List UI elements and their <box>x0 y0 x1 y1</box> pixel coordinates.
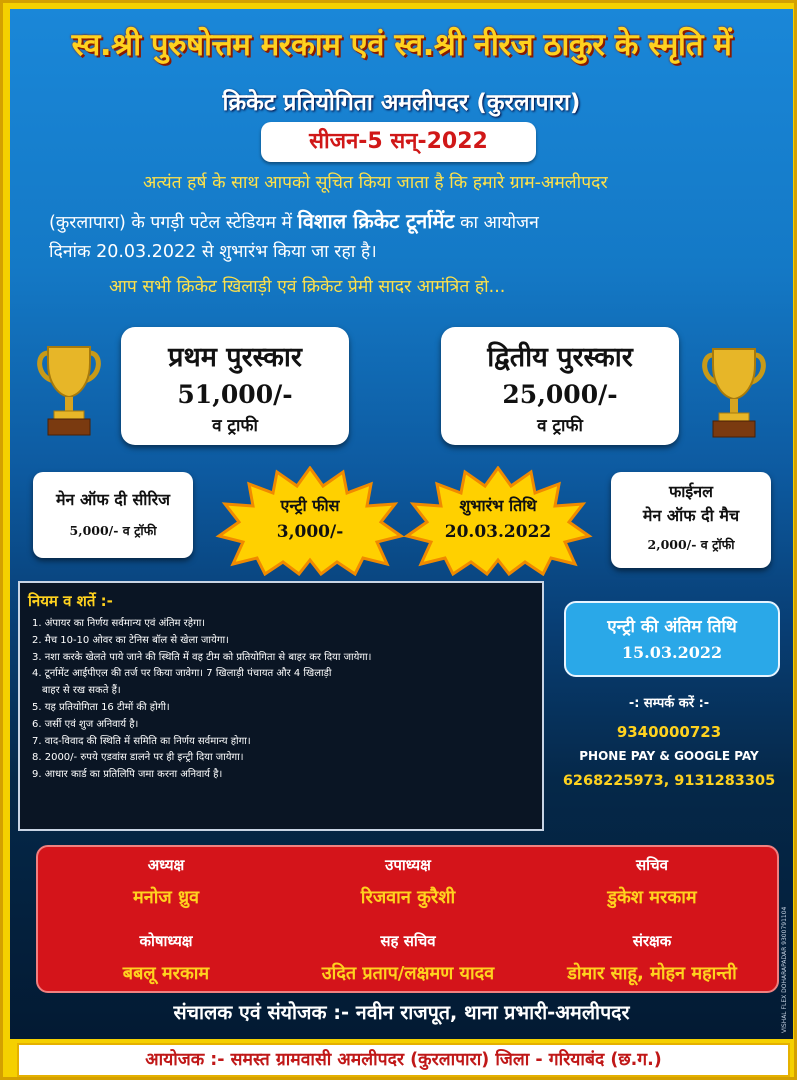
rule-item: 9. आधार कार्ड का प्रतिलिपि जमा करना अनिवार्य है। <box>32 769 223 781</box>
intro-line-3: दिनांक 20.03.2022 से शुभारंभ किया जा रहा है। <box>49 242 377 262</box>
rule-item: 3. नशा करके खेलते पाये जाने की स्थिति में वह टीम को प्रतियोगिता से बाहर कर दिया जायेगा। <box>32 651 372 663</box>
rule-item: 2. मैच 10-10 ओवर का टेनिस बॉल से खेला जायेगा। <box>32 634 229 646</box>
second-prize-title: द्वितीय पुरस्कार <box>487 342 633 373</box>
start-date-value: 20.03.2022 <box>444 522 552 542</box>
member-name: डुकेश मरकाम <box>607 887 697 908</box>
entry-fee-title: एन्ट्री फीस <box>280 496 340 515</box>
member-name: डोमार साहू, मोहन महान्ती <box>567 963 737 984</box>
man-of-match-title <box>611 480 771 528</box>
burst-icon <box>215 466 405 576</box>
man-of-match-title-line1: फाईनल <box>668 482 714 501</box>
burst-icon <box>403 466 593 576</box>
intro-line-1: अत्यंत हर्ष के साथ आपको सूचित किया जाता है कि हमारे ग्राम-अमलीपदर <box>143 173 608 193</box>
intro-highlight: विशाल क्रिकेट टूर्नामेंट <box>297 209 455 233</box>
man-of-series-title: मेन ऑफ दी सीरिज <box>55 490 171 509</box>
second-prize-amount: 25,000/- <box>502 380 618 409</box>
man-of-match-title-line2: मेन ऑफ दी मैच <box>642 506 740 525</box>
contact-title: -: सम्पर्क करें :- <box>628 696 710 711</box>
member-role: संरक्षक <box>632 932 672 950</box>
season-badge: सीजन-5 सन्-2022 <box>261 122 536 162</box>
committee-member <box>288 931 528 985</box>
rule-item: बाहर से रख सकते हैं। <box>42 685 121 697</box>
rule-item: 8. 2000/- रुपये एडवांस डालने पर ही इन्ट्री दिया जायेगा। <box>32 752 244 764</box>
entry-deadline-box <box>564 601 780 677</box>
footer-banner: आयोजक :- समस्त ग्रामवासी अमलीपदर (कुरलापारा) जिला - गरियाबंद (छ.ग.) <box>17 1043 790 1077</box>
second-prize-extra: व ट्राफी <box>537 416 583 436</box>
trophy-icon <box>34 341 104 441</box>
rule-item: 5. यह प्रतियोगिता 16 टीमों की होगी। <box>32 701 170 713</box>
intro-line-2 <box>49 207 539 234</box>
intro-line-2-pre: (कुरलापारा) के पगड़ी पटेल स्टेडियम में <box>49 213 298 233</box>
contact-phone-2: 6268225973, 9131283305 <box>562 773 776 789</box>
rules-title: नियम व शर्ते :- <box>28 592 113 610</box>
start-date-burst <box>403 466 593 576</box>
committee-member <box>46 931 286 985</box>
man-of-series-value: 5,000/- व ट्रॉफी <box>69 523 157 538</box>
payment-methods: PHONE PAY & GOOGLE PAY <box>579 749 759 763</box>
first-prize-card <box>121 327 349 445</box>
intro-line-2-post: का आयोजन <box>454 213 539 233</box>
intro-line-4: आप सभी क्रिकेट खिलाड़ी एवं क्रिकेट प्रेमी सादर आमंत्रित हो... <box>109 277 506 297</box>
member-role: सचिव <box>636 856 668 874</box>
entry-fee-value: 3,000/- <box>276 522 344 542</box>
member-role: अध्यक्ष <box>147 856 185 874</box>
contact-block <box>549 693 789 789</box>
trophy-icon <box>699 343 769 443</box>
man-of-match-value: 2,000/- व ट्रॉफी <box>647 537 735 552</box>
man-of-match-card <box>611 472 771 568</box>
member-name: रिजवान कुरैशी <box>360 887 456 908</box>
member-name: बबलू मरकाम <box>122 963 210 984</box>
deadline-label: एन्ट्री की अंतिम तिथि <box>607 617 737 637</box>
deadline-date: 15.03.2022 <box>621 643 723 662</box>
member-role: कोषाध्यक्ष <box>139 932 193 950</box>
memorial-title: स्व.श्री पुरुषोत्तम मरकाम एवं स्व.श्री नीरज ठाकुर के स्मृति में <box>71 27 732 63</box>
committee-box <box>36 845 779 993</box>
organizer-line: संचालक एवं संयोजक :- नवीन राजपूत, थाना प्रभारी-अमलीपदर <box>173 1001 630 1024</box>
start-date-title: शुभारंभ तिथि <box>459 496 537 515</box>
man-of-series-card <box>33 472 193 558</box>
first-prize-amount: 51,000/- <box>177 380 293 409</box>
rule-item: 6. जर्सी एवं शुज अनिवार्य है। <box>32 718 139 730</box>
entry-fee-burst <box>215 466 405 576</box>
member-role: सह सचिव <box>380 932 436 950</box>
first-prize-title: प्रथम पुरस्कार <box>168 342 302 373</box>
rule-item: 1. अंपायर का निर्णय सर्वमान्य एवं अंतिम रहेगा। <box>32 618 206 629</box>
committee-member <box>532 855 772 909</box>
member-name: मनोज ध्रुव <box>132 887 200 908</box>
contact-phone-1: 9340000723 <box>616 723 722 741</box>
second-prize-card <box>441 327 679 445</box>
committee-member <box>46 855 286 909</box>
rules-list <box>32 616 371 784</box>
member-role: उपाध्यक्ष <box>385 856 431 874</box>
committee-member <box>532 931 772 985</box>
printer-credit: VISHAL FLEX DOHARAPADAR 9300791104 <box>781 906 788 1033</box>
tournament-subtitle: क्रिकेट प्रतियोगिता अमलीपदर (कुरलापारा) <box>222 90 581 116</box>
member-name: उदित प्रताप/लक्षमण यादव <box>321 963 495 984</box>
committee-member <box>288 855 528 909</box>
rules-box <box>18 581 544 831</box>
first-prize-extra: व ट्राफी <box>212 416 258 436</box>
rule-item: 7. वाद-विवाद की स्थिति में समिति का निर्णय सर्वमान्य होगा। <box>32 735 251 747</box>
rule-item: 4. टूर्नामेंट आईपीएल की तर्ज पर किया जावेगा। 7 खिलाड़ी पंचायत और 4 खिलाड़ी <box>32 668 332 680</box>
